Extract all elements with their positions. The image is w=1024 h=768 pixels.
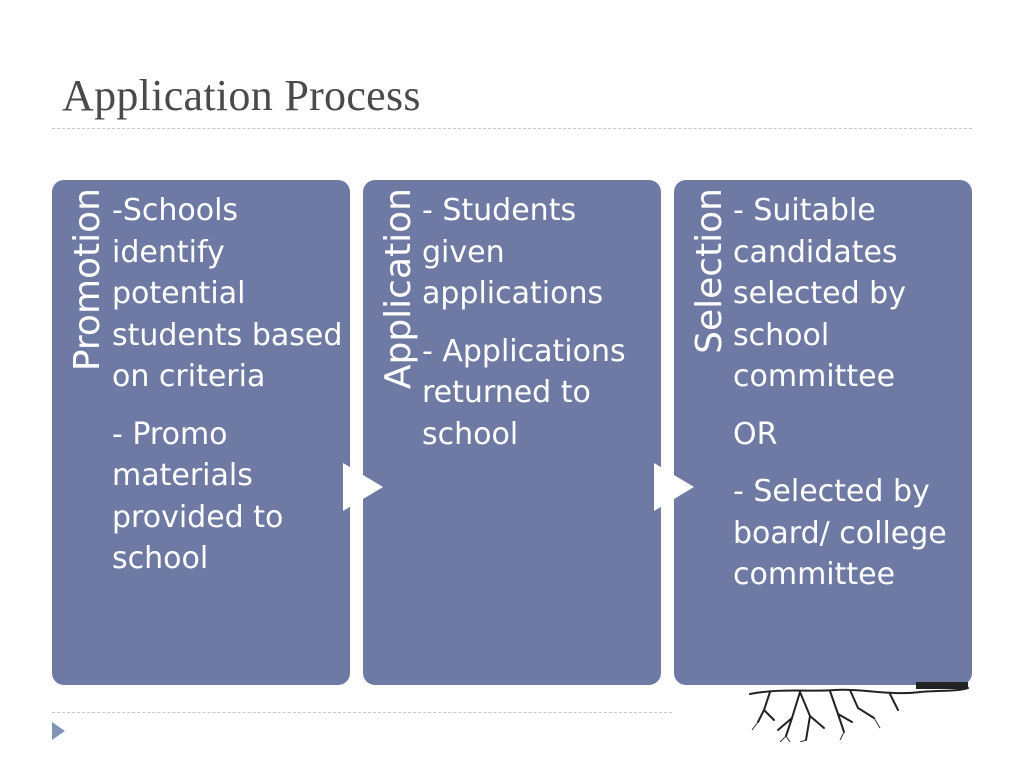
stage-point: - Applications returned to school [422,333,626,452]
stage-point: -Schools identify potential students based on criteria [112,193,343,394]
stage-label-promotion [60,188,116,428]
stage-label-text: Application [378,188,419,390]
stage-point: - Selected by board/ college committee [733,474,947,592]
stage-body-application [422,190,654,471]
stage-point: - Students given applications [422,193,604,311]
arrow-right-icon [343,463,383,511]
slide-title: Application Process [62,71,421,120]
footer-divider [52,712,672,713]
tree-illustration [740,670,970,742]
stage-label-selection [682,188,738,428]
stage-label-text: Promotion [67,188,108,372]
bullet-triangle-icon [52,722,65,740]
stage-point: - Suitable candidates selected by school committee [733,193,906,394]
stage-point: OR [733,416,778,452]
title-divider [52,128,972,129]
arrow-right-icon [654,463,694,511]
stage-point: - Promo materials provided to school [112,416,284,576]
stage-label-text: Selection [689,188,730,354]
stage-body-selection [733,190,965,612]
stage-body-promotion [112,190,344,596]
stage-label-application [371,188,427,428]
